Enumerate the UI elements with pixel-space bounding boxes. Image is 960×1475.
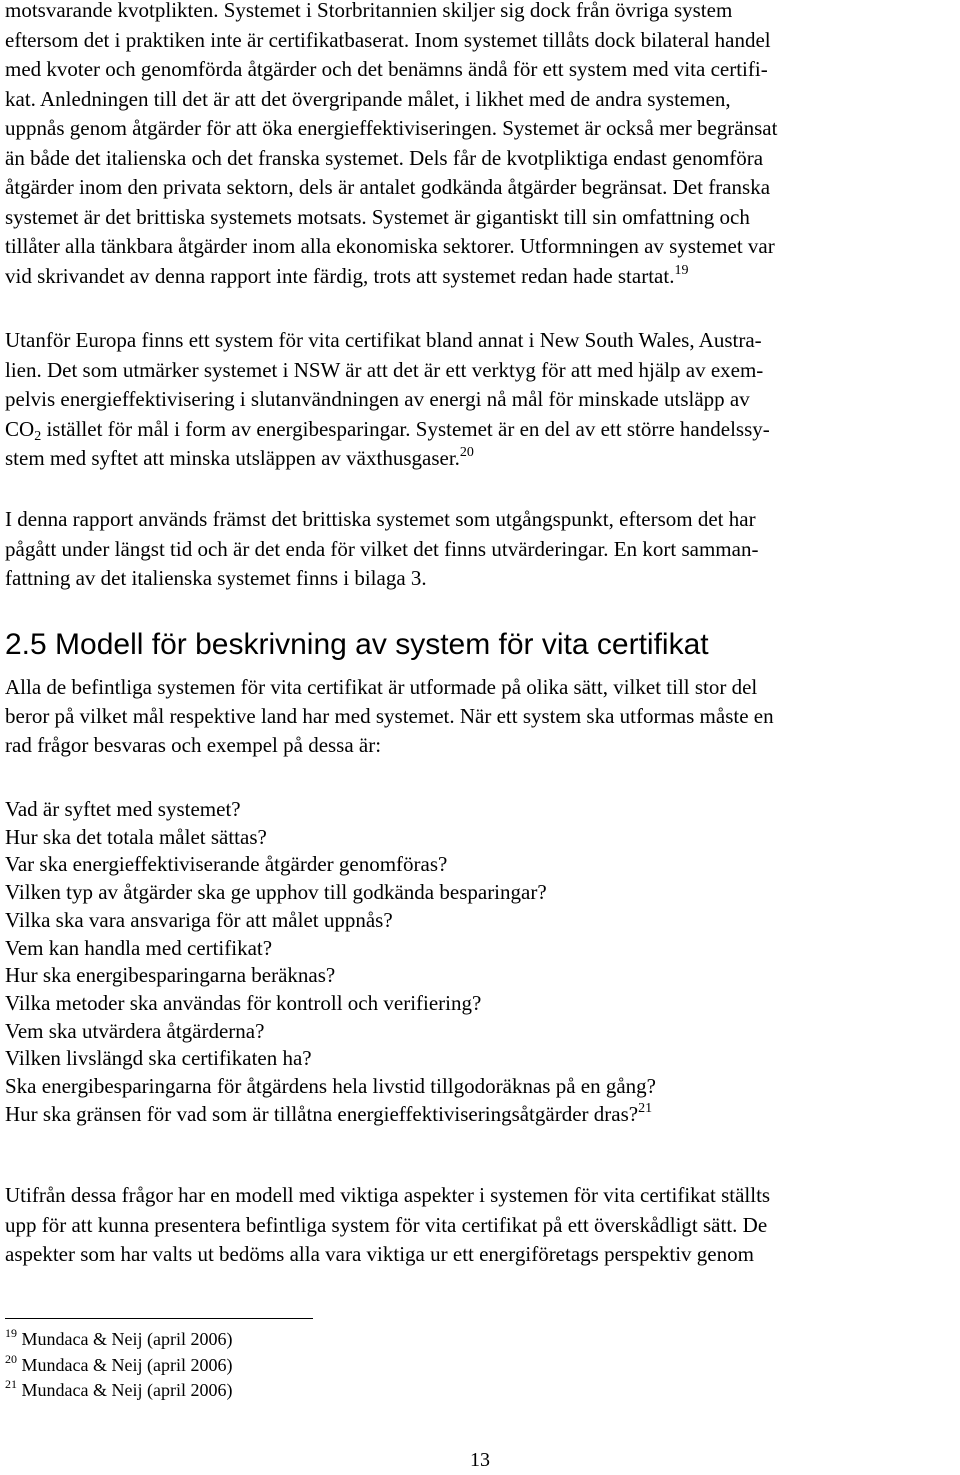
text-line: systemet är det brittiska systemets motsats. Systemet är gigantiskt till sin omfattning och (5, 204, 750, 229)
text-line: aspekter som har valts ut bedöms alla vara viktiga ur ett energiföretags perspektiv genom (5, 1242, 754, 1266)
footnote-list (5, 1327, 232, 1404)
list-item: Hur ska energibesparingarna beräknas? (5, 963, 336, 988)
text-line: upp för att kunna presentera befintliga system för vita certifikat på ett överskådligt sätt. De (5, 1212, 768, 1237)
list-item (5, 1101, 656, 1129)
text-line: med kvoter och genomförda åtgärder och det benämns ändå för ett system med vita certifi- (5, 57, 768, 81)
text-line: Utanför Europa finns ett system för vita certifikat bland annat i New South Wales, Austra- (5, 328, 762, 352)
text-line: pelvis energieffektivisering i slutanvändningen av energi nå mål för minskade utsläpp av (5, 387, 750, 411)
footnote-text: Mundaca & Neij (april 2006) (17, 1329, 233, 1349)
text-line: fattning av det italienska systemet finns i bilaga 3. (5, 566, 427, 590)
paragraph-model-aspects (5, 1181, 951, 1270)
text-line: tillåter alla tänkbara åtgärder inom alla ekonomiska sektorer. Utformningen av systemet var (5, 234, 775, 258)
text-line: Alla de befintliga systemen för vita certifikat är utformade på olika sätt, vilket till stor del (5, 675, 758, 699)
text-line: uppnås genom åtgärder för att öka energieffektiviseringen. Systemet är också mer begränsat (5, 116, 778, 140)
text-line (5, 262, 951, 292)
text-line: motsvarande kvotplikten. Systemet i Storbritannien skiljer sig dock från övriga system (5, 0, 733, 22)
footnote (5, 1327, 232, 1353)
list-item: Vilka metoder ska användas för kontroll och verifiering? (5, 990, 482, 1015)
footnote-ref[interactable]: 19 (674, 262, 689, 278)
text-line-content: stem med syftet att minska utsläppen av växthusgaser. (5, 446, 460, 470)
section-intro (5, 673, 951, 760)
text-line: I denna rapport används främst det brittiska systemet som utgångspunkt, eftersom det har (5, 507, 756, 531)
text-line: rad frågor besvaras och exempel på dessa är: (5, 733, 382, 757)
paragraph-uk-system (5, 0, 951, 291)
list-item: Vad är syftet med systemet? (5, 797, 241, 821)
footnote-text: Mundaca & Neij (april 2006) (17, 1354, 233, 1375)
footnote-ref[interactable]: 21 (638, 1100, 653, 1116)
paragraph-report-basis (5, 505, 951, 594)
question-list (5, 796, 656, 1128)
text-line: än både det italienska och det franska systemet. Dels får de kvotpliktiga endast genomföra (5, 145, 764, 170)
text-line: eftersom det i praktiken inte är certifikatbaserat. Inom systemet tillåts dock bilateral handel (5, 27, 771, 52)
text-line: beror på vilket mål respektive land har med systemet. När ett system ska utformas måste en (5, 704, 774, 728)
footnote-number: 19 (5, 1326, 17, 1340)
list-item: Vem ska utvärdera åtgärderna? (5, 1018, 265, 1043)
footnote-number: 21 (5, 1377, 17, 1391)
text-line (5, 415, 951, 445)
footnote-number: 20 (5, 1351, 17, 1366)
text-line: pågått under längst tid och är det enda för vilket det finns utvärderingar. En kort samman- (5, 536, 759, 561)
list-item: Ska energibesparingarna för åtgärdens hela livstid tillgodoräknas på en gång? (5, 1074, 656, 1099)
list-item: Hur ska det totala målet sättas? (5, 824, 267, 849)
footnote-ref[interactable]: 20 (459, 445, 474, 460)
section-heading: 2.5 Modell för beskrivning av system för vita certifikat (5, 628, 709, 661)
list-item: Vilken typ av åtgärder ska ge upphov till godkända besparingar? (5, 880, 547, 905)
co2-symbol: CO (5, 416, 35, 441)
text-line: kat. Anledningen till det är att det övergripande målet, i likhet med de andra systemen, (5, 86, 731, 111)
text-line: åtgärder inom den privata sektorn, dels är antalet godkända åtgärder begränsat. Det franska (5, 175, 771, 199)
footnote (5, 1378, 232, 1404)
list-item: Vilka ska vara ansvariga för att målet uppnås? (5, 907, 393, 932)
co2-subscript: 2 (34, 428, 42, 444)
list-item-text: Hur ska gränsen för vad som är tillåtna energieffektiviseringsåtgärder dras? (5, 1101, 639, 1126)
page-number: 13 (470, 1449, 490, 1471)
text-line: Utifrån dessa frågor har en modell med viktiga aspekter i systemen för vita certifikat ställts (5, 1183, 771, 1207)
footnote-divider (5, 1318, 313, 1319)
footnote-text: Mundaca & Neij (april 2006) (17, 1380, 233, 1400)
text-line: lien. Det som utmärker systemet i NSW är att det är ett verktyg för att med hjälp av exem- (5, 357, 764, 382)
paragraph-nsw-system (5, 326, 951, 474)
text-line-content: istället för mål i form av energibesparingar. Systemet är en del av ett större handelssy- (41, 416, 770, 441)
text-line-content: vid skrivandet av denna rapport inte färdig, trots att systemet redan hade startat. (5, 263, 675, 288)
list-item: Var ska energieffektiviserande åtgärder genomföras? (5, 852, 448, 877)
list-item: Vilken livslängd ska certifikaten ha? (5, 1046, 312, 1071)
list-item: Vem kan handla med certifikat? (5, 935, 273, 960)
footnote (5, 1353, 232, 1379)
text-line (5, 444, 951, 474)
